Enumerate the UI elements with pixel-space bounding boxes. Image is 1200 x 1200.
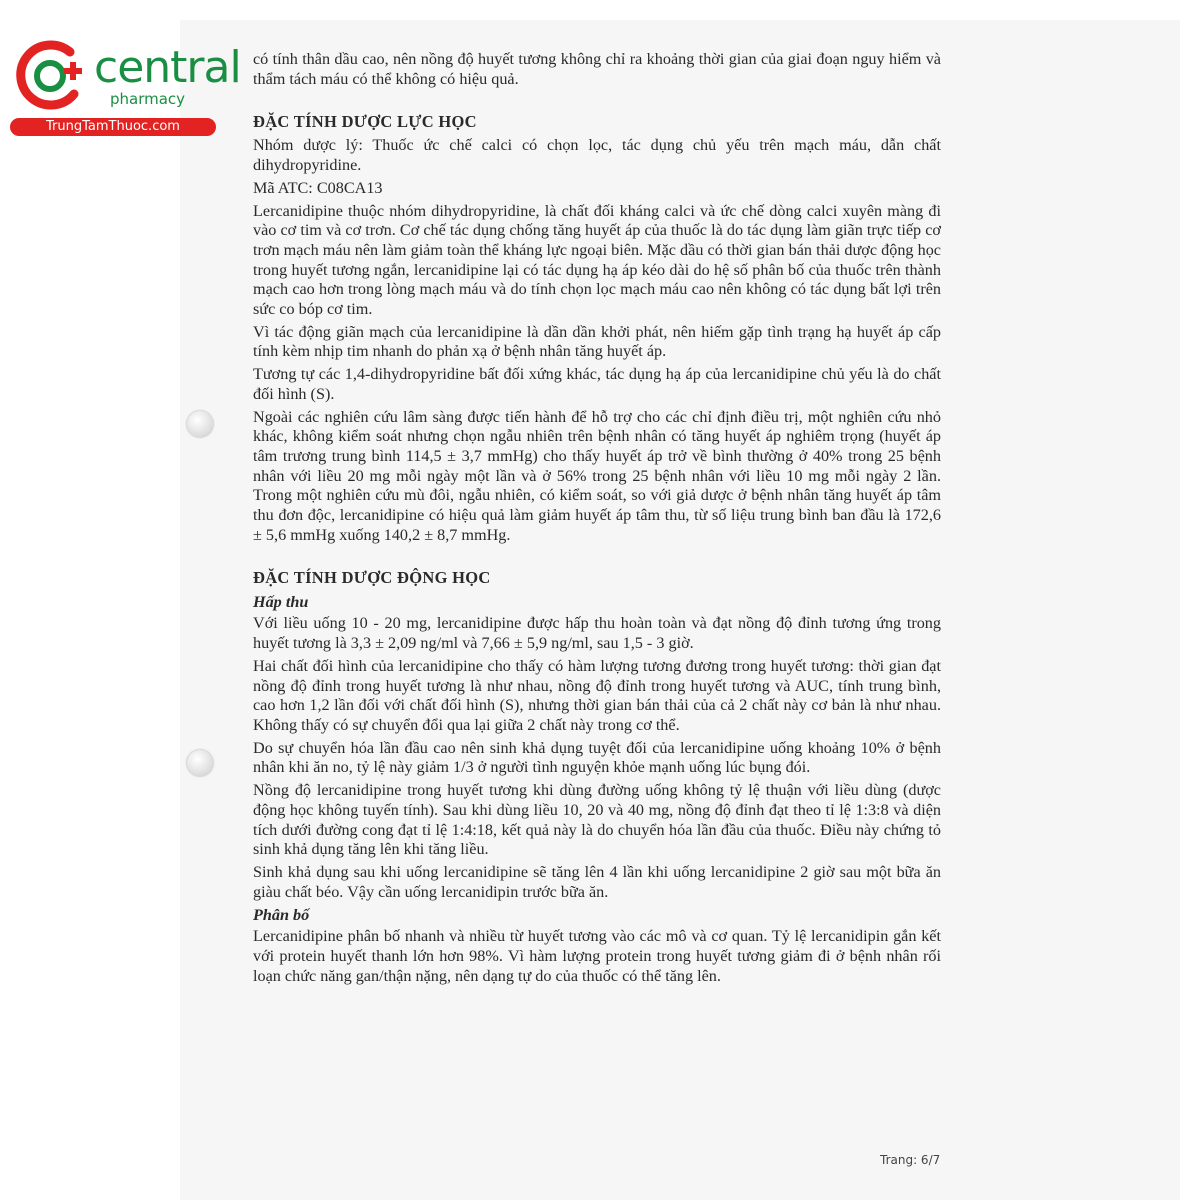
brand-logo[interactable] (8, 34, 241, 144)
page-number: Trang: 6/7 (880, 1153, 941, 1167)
brand-website: TrungTamThuoc.com (10, 118, 216, 136)
absorption-paragraph: Nồng độ lercanidipine trong huyết tương khi dùng đường uống không tỷ lệ thuận với liều dùng (dược động học không tuyến tính). Sau khi dùng liều 10, 20 và 40 mg, nồng độ đỉnh đạt theo tỉ lệ 1:3:8 và diện tích dưới đường cong đạt tỉ lệ 1:4:18, kết quả này là do chuyển hóa lần đầu của thuốc. Điều này chứng tỏ sinh khả dụng tăng lên khi tăng liều. (253, 781, 941, 859)
pharmacodynamics-heading: ĐẶC TÍNH DƯỢC LỰC HỌC (253, 112, 477, 132)
absorption-subheading: Hấp thu (253, 593, 309, 612)
pd-paragraph: Ngoài các nghiên cứu lâm sàng được tiến hành để hỗ trợ cho các chỉ định điều trị, một nghiên cứu nhỏ khác, không kiểm soát nhưng chọn ngẫu nhiên trên bệnh nhân có tăng huyết áp nghiêm trọng (huyết áp tâm trương trung bình 114,5 ± 3,7 mmHg) cho thấy huyết áp trở về bình thường ở 40% trong 25 bệnh nhân với liều 20 mg mỗi ngày một lần và ở 56% trong 25 bệnh nhân với liều 10 mg mỗi ngày 2 lần. Trong một nghiên cứu mù đôi, ngẫu nhiên, có kiểm soát, so với giả dược ở bệnh nhân tăng huyết áp tâm thu đơn độc, lercanidipine có hiệu quả làm giảm huyết áp tâm thu, từ số liệu trung bình ban đầu là 172,6 ± 5,6 mmHg xuống 140,2 ± 8,7 mmHg. (253, 407, 941, 544)
pd-paragraph: Vì tác động giãn mạch của lercanidipine là dần dần khởi phát, nên hiếm gặp tình trạng hạ huyết áp cấp tính kèm nhịp tim nhanh do phản xạ ở bệnh nhân tăng huyết áp. (253, 322, 941, 361)
brand-name: central (94, 42, 241, 93)
pd-paragraph: Lercanidipine thuộc nhóm dihydropyridine, là chất đối kháng calci và ức chế dòng calci xuyên màng đi vào cơ tim và cơ trơn. Cơ chế tác dụng chống tăng huyết áp của thuốc là do tác dụng làm giãn trực tiếp cơ trơn mạch máu nên làm giảm toàn thể kháng lực ngoại biên. Mặc dầu có thời gian bán thải dược động học trong huyết tương ngắn, lercanidipine lại có tác dụng hạ áp kéo dài do hệ số phân bố của thuốc trên thành mạch cao hơn trong lòng mạch máu và do tính chọn lọc mạch máu cao nên không có tác dụng bất lợi trên sức co bóp cơ tim. (253, 201, 941, 319)
distribution-subheading: Phân bố (253, 906, 310, 925)
brand-subtitle: pharmacy (110, 90, 186, 108)
punch-hole-top (187, 411, 213, 437)
intro-paragraph: có tính thân dầu cao, nên nồng độ huyết tương không chỉ ra khoảng thời gian của giai đoạn nguy hiểm và thẩm tách máu có thể không có hiệu quả. (253, 50, 941, 88)
absorption-paragraph: Với liều uống 10 - 20 mg, lercanidipine được hấp thu hoàn toàn và đạt nồng độ đỉnh tương ứng trong huyết tương là 3,3 ± 2,09 ng/ml và 7,66 ± 5,9 ng/ml, sau 1,5 - 3 giờ. (253, 614, 941, 653)
pd-paragraph: Nhóm dược lý: Thuốc ức chế calci có chọn lọc, tác dụng chủ yếu trên mạch máu, dẫn chất dihydropyridine. (253, 136, 941, 175)
central-pharmacy-logo-icon (12, 38, 90, 114)
absorption-paragraph: Sinh khả dụng sau khi uống lercanidipine sẽ tăng lên 4 lần khi uống lercanidipine 2 giờ sau một bữa ăn giàu chất béo. Vậy cần uống lercanidipin trước bữa ăn. (253, 862, 941, 901)
absorption-paragraph: Do sự chuyển hóa lần đầu cao nên sinh khả dụng tuyệt đối của lercanidipine uống khoảng 10% ở bệnh nhân khi ăn no, tỷ lệ này giảm 1/3 ở người tình nguyện khỏe mạnh uống lúc bụng đói. (253, 738, 941, 777)
document-body (253, 50, 941, 989)
pd-paragraph: Mã ATC: C08CA13 (253, 178, 383, 197)
pd-paragraph: Tương tự các 1,4-dihydropyridine bất đối xứng khác, tác dụng hạ áp của lercanidipine chủ yếu là do chất đối hình (S). (253, 365, 941, 403)
punch-hole-bottom (187, 750, 213, 776)
absorption-paragraph: Hai chất đối hình của lercanidipine cho thấy có hàm lượng tương đương trong huyết tương: thời gian đạt nồng độ đỉnh trong huyết tương là như nhau, nồng độ đỉnh trong huyết tương và AUC, tính trung bình, cao hơn 1,2 lần đối với chất đối hình (S), nhưng thời gian bán thải của cả 2 chất này cơ bản là như nhau. Không thấy có sự chuyển đổi qua lại giữa 2 chất này trong cơ thể. (253, 656, 941, 734)
distribution-paragraph: Lercanidipine phân bố nhanh và nhiều từ huyết tương vào các mô và cơ quan. Tỷ lệ lercanidipin gắn kết với protein huyết thanh lớn hơn 98%. Vì hàm lượng protein trong huyết tương giảm đi ở bệnh nhân rối loạn chức năng gan/thận nặng, nên dạng tự do của thuốc có thể tăng lên. (253, 927, 941, 985)
pharmacokinetics-heading: ĐẶC TÍNH DƯỢC ĐỘNG HỌC (253, 568, 491, 588)
